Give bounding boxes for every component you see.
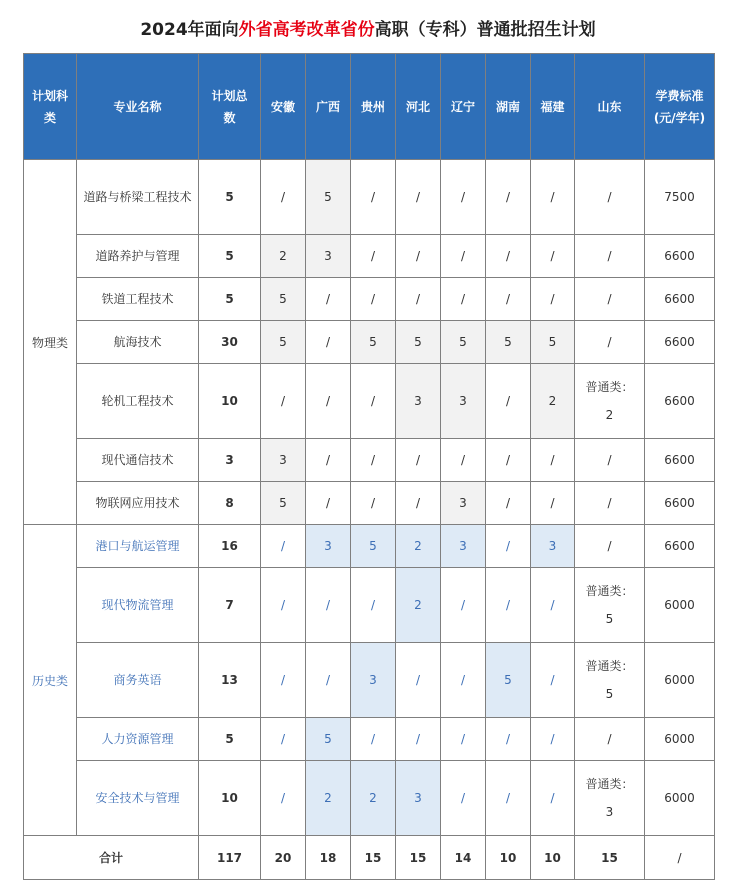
header-province: 广西: [306, 54, 351, 160]
province-cell: /: [486, 761, 531, 836]
fee-cell: 6600: [645, 439, 715, 482]
fee-cell: 7500: [645, 160, 715, 235]
summary-cell: 15: [351, 836, 396, 880]
summary-cell: 15: [396, 836, 441, 880]
province-cell: 5: [486, 643, 531, 718]
province-cell: /: [486, 718, 531, 761]
table-row: [24, 643, 715, 718]
plan-total: 5: [199, 235, 261, 278]
province-cell: /: [531, 235, 575, 278]
province-cell: 2: [531, 364, 575, 439]
province-cell: 3: [441, 482, 486, 525]
province-cell: 5: [351, 525, 396, 568]
header-major: 专业名称: [77, 54, 199, 160]
page-title: [0, 0, 736, 54]
header-total: 计划总数: [199, 54, 261, 160]
province-cell: /: [351, 718, 396, 761]
province-cell: /: [486, 235, 531, 278]
province-cell: /: [351, 235, 396, 278]
province-cell: 5: [531, 321, 575, 364]
province-cell: 3: [306, 525, 351, 568]
table-row: [24, 482, 715, 525]
province-cell: 3: [441, 525, 486, 568]
province-cell: /: [351, 568, 396, 643]
header-province: 湖南: [486, 54, 531, 160]
province-cell: /: [441, 761, 486, 836]
province-cell: /: [396, 718, 441, 761]
plan-total: 7: [199, 568, 261, 643]
province-cell: 3: [396, 761, 441, 836]
province-cell: 5: [306, 160, 351, 235]
fee-cell: 6600: [645, 235, 715, 278]
province-cell: 2: [306, 761, 351, 836]
title-highlight: 外省高考改革省份: [238, 19, 375, 40]
summary-total: 117: [199, 836, 261, 880]
summary-cell: 10: [486, 836, 531, 880]
summary-fee: /: [645, 836, 715, 880]
province-cell: 普通类：2: [575, 364, 645, 439]
table-row: [24, 568, 715, 643]
plan-total: 30: [199, 321, 261, 364]
province-cell: /: [531, 482, 575, 525]
header-category: 计划科类: [24, 54, 77, 160]
fee-cell: 6000: [645, 761, 715, 836]
province-cell: /: [351, 364, 396, 439]
province-cell: /: [441, 235, 486, 278]
fee-cell: 6600: [645, 482, 715, 525]
table-row: [24, 160, 715, 235]
summary-cell: 10: [531, 836, 575, 880]
province-cell: 2: [351, 761, 396, 836]
table-row: [24, 235, 715, 278]
major-name: 现代物流管理: [77, 568, 199, 643]
province-cell: /: [531, 439, 575, 482]
table-row: [24, 525, 715, 568]
province-cell: /: [441, 718, 486, 761]
table-header-row: [24, 54, 715, 160]
province-cell: /: [306, 643, 351, 718]
fee-cell: 6600: [645, 364, 715, 439]
province-cell: /: [261, 643, 306, 718]
fee-cell: 6600: [645, 278, 715, 321]
major-name: 物联网应用技术: [77, 482, 199, 525]
province-cell: /: [351, 482, 396, 525]
province-cell: 3: [441, 364, 486, 439]
header-province: 福建: [531, 54, 575, 160]
fee-cell: 6000: [645, 718, 715, 761]
province-cell: 3: [396, 364, 441, 439]
province-cell: /: [396, 160, 441, 235]
province-cell: /: [396, 439, 441, 482]
major-name: 轮机工程技术: [77, 364, 199, 439]
province-cell: /: [441, 643, 486, 718]
header-province: 安徽: [261, 54, 306, 160]
province-cell: 2: [261, 235, 306, 278]
major-name: 道路与桥梁工程技术: [77, 160, 199, 235]
province-cell: /: [531, 718, 575, 761]
province-cell: /: [306, 278, 351, 321]
province-cell: /: [306, 321, 351, 364]
province-cell: /: [261, 761, 306, 836]
province-cell: /: [575, 278, 645, 321]
major-name: 道路养护与管理: [77, 235, 199, 278]
table-row: [24, 761, 715, 836]
province-cell: /: [531, 568, 575, 643]
title-prefix: 2024年面向: [140, 19, 239, 40]
fee-cell: 6600: [645, 525, 715, 568]
province-cell: /: [575, 160, 645, 235]
category-cell-physics: 物理类: [24, 160, 77, 525]
province-cell: /: [306, 439, 351, 482]
province-cell: 3: [261, 439, 306, 482]
province-cell: /: [486, 482, 531, 525]
province-cell: /: [261, 160, 306, 235]
title-suffix: 高职（专科）普通批招生计划: [374, 19, 596, 40]
summary-label: 合计: [24, 836, 199, 880]
province-cell: /: [396, 278, 441, 321]
province-cell: /: [306, 568, 351, 643]
plan-total: 8: [199, 482, 261, 525]
province-cell: /: [441, 439, 486, 482]
province-cell: /: [261, 364, 306, 439]
province-cell: 5: [351, 321, 396, 364]
province-cell: /: [531, 278, 575, 321]
province-cell: /: [396, 235, 441, 278]
province-cell: /: [531, 643, 575, 718]
province-cell: /: [575, 525, 645, 568]
province-cell: /: [396, 482, 441, 525]
header-province: 贵州: [351, 54, 396, 160]
province-cell: 5: [261, 482, 306, 525]
table-row: [24, 321, 715, 364]
province-cell: /: [486, 525, 531, 568]
summary-cell: 18: [306, 836, 351, 880]
province-cell: /: [351, 278, 396, 321]
province-cell: 普通类：5: [575, 643, 645, 718]
major-name: 人力资源管理: [77, 718, 199, 761]
province-cell: /: [575, 439, 645, 482]
major-name: 安全技术与管理: [77, 761, 199, 836]
province-cell: 普通类：3: [575, 761, 645, 836]
header-province: 辽宁: [441, 54, 486, 160]
province-cell: 3: [306, 235, 351, 278]
summary-cell: 14: [441, 836, 486, 880]
province-cell: 5: [261, 278, 306, 321]
plan-total: 5: [199, 160, 261, 235]
enrollment-plan-table: [23, 53, 715, 880]
province-cell: 5: [441, 321, 486, 364]
province-cell: /: [531, 160, 575, 235]
province-cell: 5: [261, 321, 306, 364]
province-cell: /: [486, 364, 531, 439]
fee-cell: 6600: [645, 321, 715, 364]
header-province: 河北: [396, 54, 441, 160]
province-cell: /: [575, 235, 645, 278]
province-cell: /: [441, 568, 486, 643]
category-cell-history: 历史类: [24, 525, 77, 836]
header-fee: 学费标准(元/学年): [645, 54, 715, 160]
province-cell: /: [396, 643, 441, 718]
fee-cell: 6000: [645, 643, 715, 718]
summary-row: [24, 836, 715, 880]
province-cell: /: [486, 278, 531, 321]
province-cell: /: [575, 482, 645, 525]
major-name: 商务英语: [77, 643, 199, 718]
plan-total: 10: [199, 761, 261, 836]
province-cell: 3: [351, 643, 396, 718]
major-name: 航海技术: [77, 321, 199, 364]
major-name: 港口与航运管理: [77, 525, 199, 568]
province-cell: /: [575, 321, 645, 364]
plan-total: 16: [199, 525, 261, 568]
plan-total: 5: [199, 718, 261, 761]
province-cell: /: [441, 160, 486, 235]
major-name: 铁道工程技术: [77, 278, 199, 321]
province-cell: 5: [486, 321, 531, 364]
province-cell: 5: [396, 321, 441, 364]
province-cell: /: [261, 525, 306, 568]
province-cell: /: [486, 439, 531, 482]
header-province: 山东: [575, 54, 645, 160]
plan-total: 13: [199, 643, 261, 718]
province-cell: 5: [306, 718, 351, 761]
plan-total: 10: [199, 364, 261, 439]
province-cell: 普通类：5: [575, 568, 645, 643]
province-cell: /: [441, 278, 486, 321]
province-cell: /: [575, 718, 645, 761]
province-cell: /: [261, 568, 306, 643]
fee-cell: 6000: [645, 568, 715, 643]
table-row: [24, 278, 715, 321]
province-cell: 3: [531, 525, 575, 568]
table-row: [24, 439, 715, 482]
province-cell: /: [486, 160, 531, 235]
province-cell: /: [531, 761, 575, 836]
province-cell: /: [351, 439, 396, 482]
province-cell: /: [351, 160, 396, 235]
province-cell: 2: [396, 525, 441, 568]
province-cell: /: [306, 482, 351, 525]
summary-cell: 15: [575, 836, 645, 880]
plan-total: 3: [199, 439, 261, 482]
summary-cell: 20: [261, 836, 306, 880]
province-cell: /: [306, 364, 351, 439]
table-row: [24, 364, 715, 439]
table-row: [24, 718, 715, 761]
province-cell: /: [261, 718, 306, 761]
province-cell: 2: [396, 568, 441, 643]
major-name: 现代通信技术: [77, 439, 199, 482]
plan-total: 5: [199, 278, 261, 321]
province-cell: /: [486, 568, 531, 643]
